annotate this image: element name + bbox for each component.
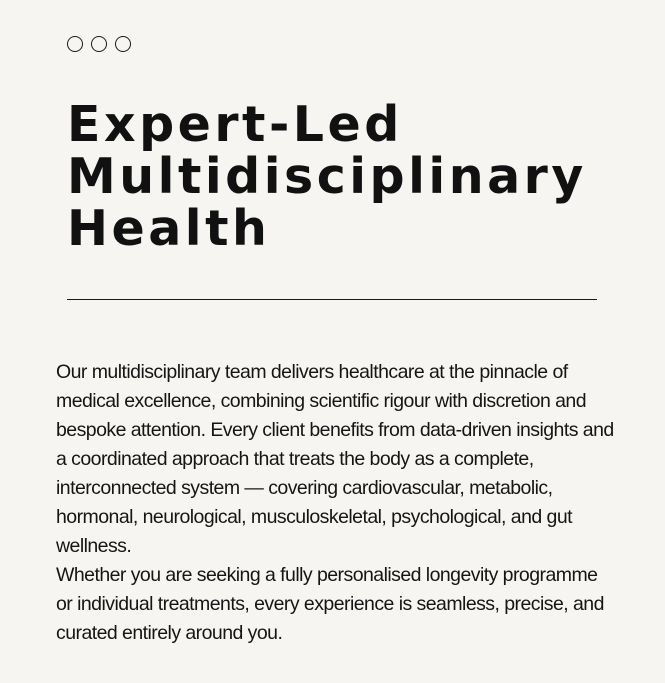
page-title xyxy=(67,96,647,257)
description-paragraph: Whether you are seeking a fully personalised longevity programme or individual treatments, every experience is seamless, precise, and curated entirely around you. xyxy=(56,564,604,644)
page-title-line: Health xyxy=(67,200,271,257)
page-title-line: Multidisciplinary xyxy=(67,148,587,205)
window-dot-icon xyxy=(115,36,131,52)
window-dot-icon xyxy=(67,36,83,52)
page-title-line: Expert-Led xyxy=(67,96,403,153)
divider xyxy=(67,299,597,300)
window-dot-icon xyxy=(91,36,107,52)
description-paragraph: Our multidisciplinary team delivers healthcare at the pinnacle of medical excellence, combining scientific rigour with discretion and bespoke attention. Every client benefits from data-driven insights and a coordinated approach that treats the body as a complete, interconnected system — covering cardiovascular, metabolic, hormonal, neurological, musculoskeletal, psychological, and gut wellness. xyxy=(56,361,614,557)
window-controls xyxy=(67,36,131,52)
description xyxy=(56,358,616,648)
